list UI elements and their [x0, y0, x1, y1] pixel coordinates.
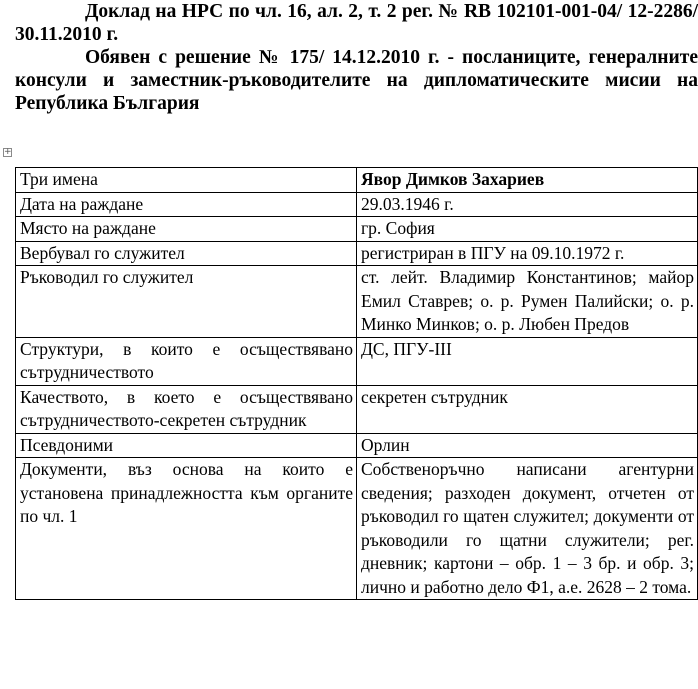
- row-value: Орлин: [357, 433, 698, 458]
- row-value: 29.03.1946 г.: [357, 192, 698, 217]
- table-row: [16, 266, 698, 338]
- row-value: Явор Димков Захариев: [357, 168, 698, 193]
- person-data-table: [15, 167, 698, 600]
- decision-reference: Обявен с решение № 175/ 14.12.2010 г. - посланиците, генералните консули и заместник-ръководителите на дипломатическите мисии на Република България: [15, 47, 698, 114]
- row-label: Документи, въз основа на които е установена принадлежността към органите по чл. 1: [16, 458, 357, 600]
- table-row: [16, 385, 698, 433]
- row-value: Собственоръчно написани агентурни сведения; разходен документ, отчетен от ръководил го щатен служител; документи от ръководили го щатни служители; рег. дневник; картони – обр. 1 – 3 бр. и обр. 3; лично и работно дело Ф1, а.е. 2628 – 2 тома.: [357, 458, 698, 600]
- row-value: ДС, ПГУ-III: [357, 337, 698, 385]
- row-label: Качеството, в което е осъществявано сътрудничеството-секретен сътрудник: [16, 385, 357, 433]
- row-value: регистриран в ПГУ на 09.10.1972 г.: [357, 241, 698, 266]
- report-reference: Доклад на НРС по чл. 16, ал. 2, т. 2 рег. № RB 102101-001-04/ 12-2286/ 30.11.2010 г.: [15, 1, 698, 45]
- table-row: [16, 241, 698, 266]
- table-move-handle-icon[interactable]: +: [4, 147, 12, 157]
- row-value: ст. лейт. Владимир Константинов; майор Емил Ставрев; о. р. Румен Палийски; о. р. Минко Минков; о. р. Любен Предов: [357, 266, 698, 338]
- table-row: [16, 337, 698, 385]
- table-row: [16, 458, 698, 600]
- table-row: [16, 168, 698, 193]
- row-label: Три имена: [16, 168, 357, 193]
- row-label: Вербувал го служител: [16, 241, 357, 266]
- row-label: Дата на раждане: [16, 192, 357, 217]
- table-row: [16, 217, 698, 242]
- row-label: Структури, в които е осъществявано сътрудничеството: [16, 337, 357, 385]
- row-label: Място на раждане: [16, 217, 357, 242]
- row-label: Псевдоними: [16, 433, 357, 458]
- row-value: секретен сътрудник: [357, 385, 698, 433]
- table-row: [16, 433, 698, 458]
- row-value: гр. София: [357, 217, 698, 242]
- row-label: Ръководил го служител: [16, 266, 357, 338]
- document-header: [15, 0, 698, 115]
- table-row: [16, 192, 698, 217]
